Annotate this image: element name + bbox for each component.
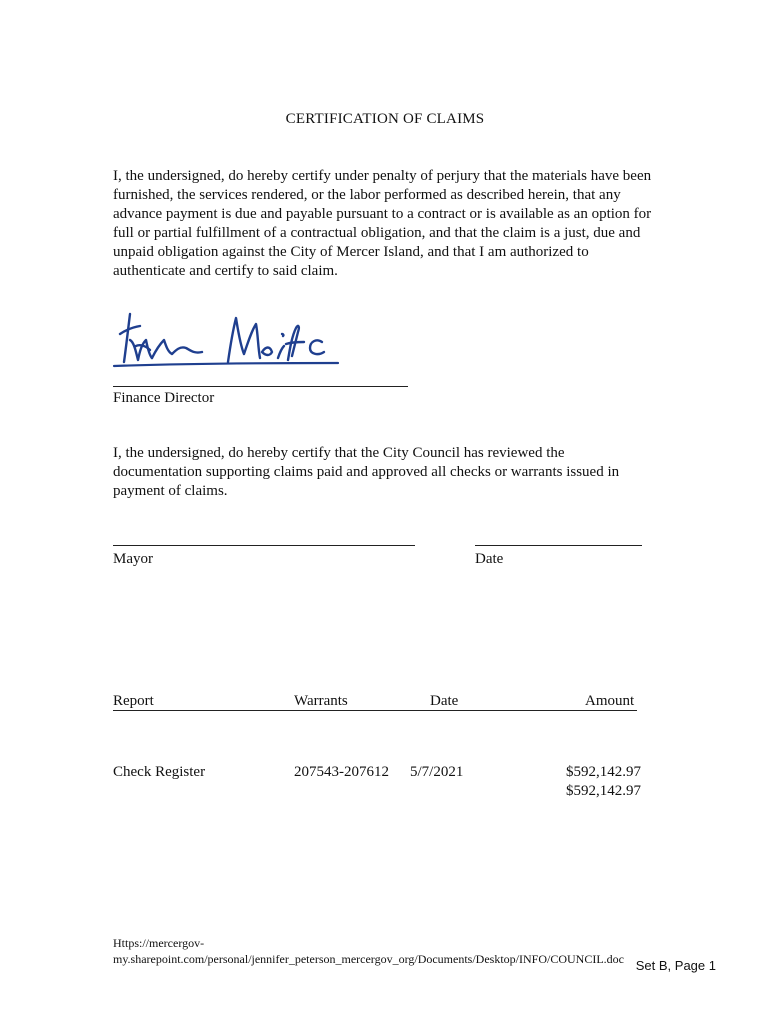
paragraph-line: advance payment is due and payable pursuant to a contract or is available as an option for <box>113 206 652 222</box>
certification-paragraph <box>113 167 673 281</box>
table-cell-report: Check Register <box>113 764 206 780</box>
footer-path-line: Https://mercergov- <box>113 936 205 950</box>
table-header-underline <box>113 710 637 711</box>
table-header-warrants: Warrants <box>294 693 348 709</box>
paragraph-line: full or partial fulfillment of a contractual obligation, and that the claim is a just, due and <box>113 225 641 241</box>
council-certification-paragraph <box>113 444 673 501</box>
table-header-date: Date <box>430 693 459 709</box>
page-number-label: Set B, Page 1 <box>635 958 716 973</box>
date-signature-line <box>475 545 642 546</box>
paragraph-line: payment of claims. <box>113 483 228 499</box>
finance-director-label: Finance Director <box>113 390 215 406</box>
table-header-amount: Amount <box>585 693 635 709</box>
footer-path-line: my.sharepoint.com/personal/jennifer_peterson_mercergov_org/Documents/Desktop/INFO/COUNCIL.doc <box>113 952 625 966</box>
mayor-signature-line <box>113 545 415 546</box>
finance-director-signature-line <box>113 386 408 387</box>
signature-icon <box>110 300 350 375</box>
paragraph-line: documentation supporting claims paid and approved all checks or warrants issued in <box>113 464 620 480</box>
finance-director-signature <box>110 300 350 380</box>
paragraph-line: furnished, the services rendered, or the labor performed as described herein, that any <box>113 187 621 203</box>
table-cell-date: 5/7/2021 <box>410 764 464 780</box>
table-cell-warrants: 207543-207612 <box>294 764 389 780</box>
date-label: Date <box>475 551 504 567</box>
table-total-amount: $592,142.97 <box>566 783 641 799</box>
table-header-report: Report <box>113 693 154 709</box>
document-path-footer <box>113 935 624 967</box>
paragraph-line: I, the undersigned, do hereby certify under penalty of perjury that the materials have been <box>113 168 652 184</box>
paragraph-line: I, the undersigned, do hereby certify that the City Council has reviewed the <box>113 445 565 461</box>
paragraph-line: authenticate and certify to said claim. <box>113 263 338 279</box>
paragraph-line: unpaid obligation against the City of Mercer Island, and that I am authorized to <box>113 244 589 260</box>
mayor-label: Mayor <box>113 551 153 567</box>
document-title: CERTIFICATION OF CLAIMS <box>285 111 485 127</box>
table-cell-amount: $592,142.97 <box>566 764 641 780</box>
